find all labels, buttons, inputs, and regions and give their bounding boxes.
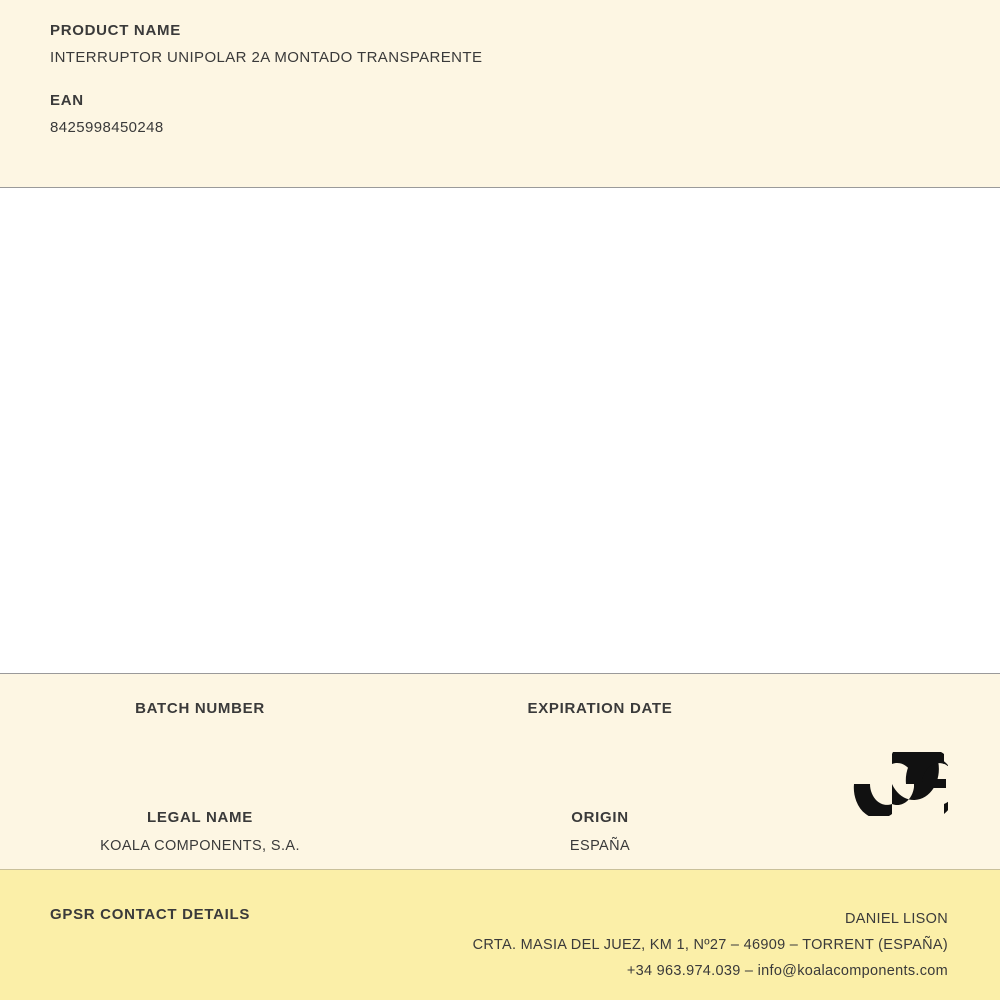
- gpsr-address: CRTA. MASIA DEL JUEZ, KM 1, Nº27 – 46909 – TORRENT (ESPAÑA): [472, 937, 948, 953]
- legal-name-label: LEGAL NAME: [147, 809, 253, 826]
- legal-name-value: KOALA COMPONENTS, S.A.: [100, 838, 300, 854]
- batch-number-value: [0, 729, 400, 747]
- details-row-legal-origin: [0, 809, 800, 856]
- blank-image-area: [0, 188, 1000, 674]
- product-name-label: PRODUCT NAME: [50, 22, 181, 39]
- details-section: [0, 674, 1000, 870]
- legal-name-block: [0, 809, 400, 856]
- batch-number-block: [0, 700, 400, 747]
- ean-label: EAN: [50, 92, 84, 109]
- gpsr-contact-lines: [473, 906, 948, 984]
- product-name-block: [50, 22, 950, 66]
- gpsr-footer: [0, 870, 1000, 1000]
- expiration-date-value: [400, 729, 800, 747]
- origin-value: ESPAÑA: [569, 838, 631, 854]
- origin-block: [400, 809, 800, 856]
- ce-marking-icon: [852, 752, 948, 816]
- expiration-date-block: [400, 700, 800, 747]
- expiration-date-label: EXPIRATION DATE: [527, 700, 673, 717]
- product-name-value: INTERRUPTOR UNIPOLAR 2A MONTADO TRANSPARENTE: [50, 49, 483, 66]
- details-row-batch-expiration: [0, 700, 800, 747]
- ean-block: [50, 92, 950, 136]
- gpsr-contact-name: DANIEL LISON: [845, 911, 948, 927]
- gpsr-phone-email: +34 963.974.039 – info@koalacomponents.com: [626, 963, 948, 979]
- batch-number-label: BATCH NUMBER: [135, 700, 265, 717]
- ean-value: 8425998450248: [50, 119, 164, 136]
- gpsr-contact-label: GPSR CONTACT DETAILS: [50, 906, 251, 923]
- product-info-section: [0, 0, 1000, 188]
- origin-label: ORIGIN: [571, 809, 629, 826]
